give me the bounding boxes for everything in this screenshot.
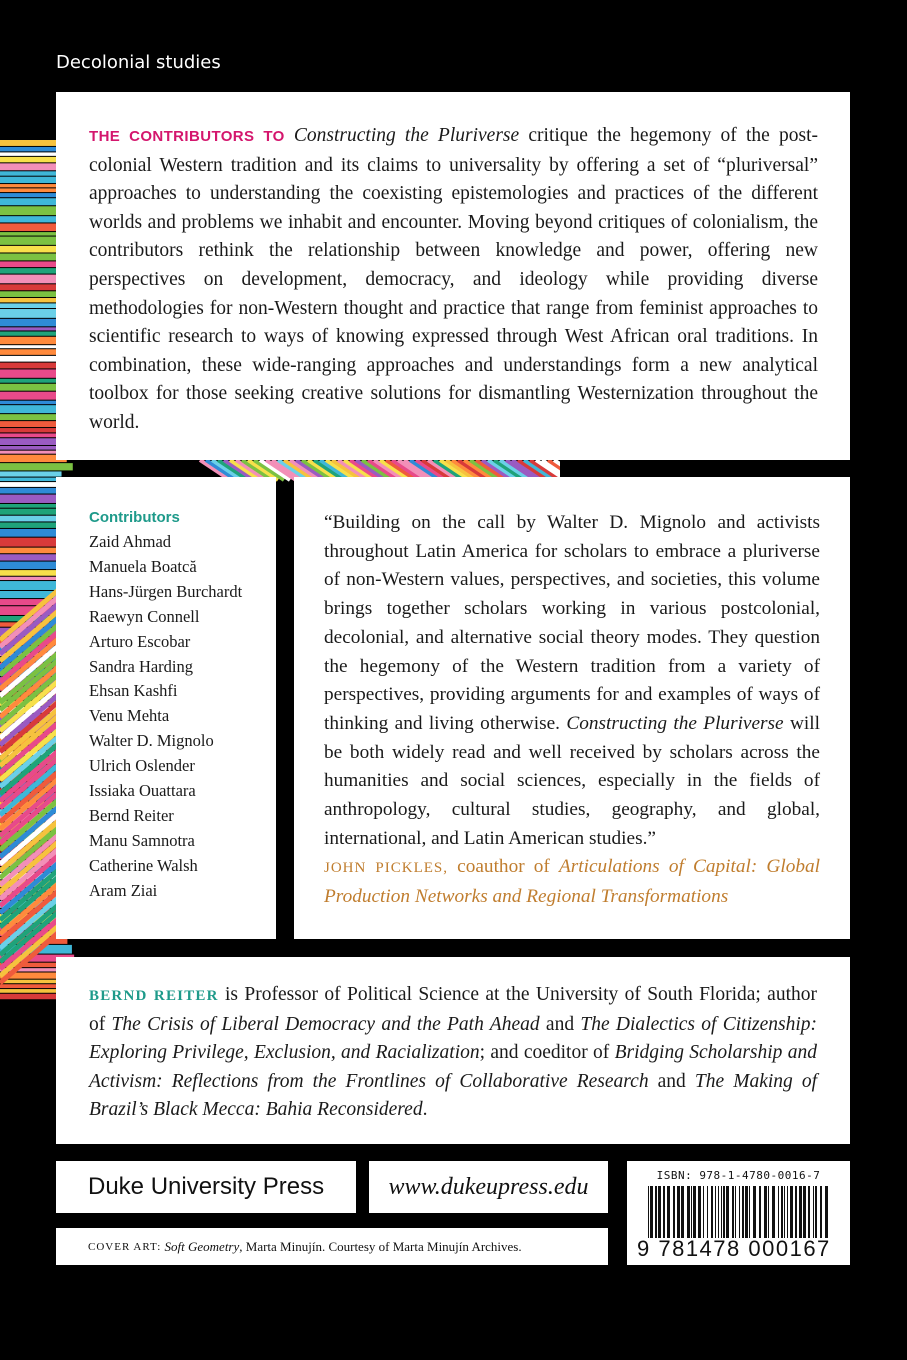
barcode-bar <box>723 1186 725 1238</box>
barcode-bar <box>698 1186 701 1238</box>
endorsement-text-2: will be both widely read and well received by scholars across the humanities and social sciences, especially in the fields of anthropology, cultural studies, geography, and global, international, and Latin American studies.” <box>324 712 820 849</box>
art-stripe <box>0 548 62 554</box>
barcode-bar <box>703 1186 704 1238</box>
publisher-website[interactable]: www.dukeupress.edu <box>369 1161 608 1213</box>
art-stripe <box>0 261 62 267</box>
credit-label: COVER ART: <box>88 1240 162 1253</box>
bio-book-title: The Making of Brazil’s Black Mecca: Bahia Reconsidered <box>89 1070 818 1121</box>
art-stripe <box>0 463 73 470</box>
barcode-bar <box>749 1186 750 1238</box>
barcode-bar <box>745 1186 748 1238</box>
bio-book-title: The Dialectics of Citizenship: Exploring Privilege, Exclusion, and Racialization <box>89 1013 817 1064</box>
endorsement-book-title: Constructing the Pluriverse <box>566 712 784 734</box>
art-stripe <box>0 414 61 420</box>
description-panel <box>56 92 850 460</box>
barcode-bar <box>820 1186 822 1238</box>
credit-rest: , Marta Minujín. Courtesy of Marta Minujín Archives. <box>239 1238 522 1254</box>
bio-text: ; and coeditor of <box>479 1042 610 1064</box>
contributor-name: Zaid Ahmad <box>89 532 172 551</box>
barcode-bar <box>803 1186 806 1238</box>
contributor-name: Venu Mehta <box>89 706 170 726</box>
publisher-name: Duke University Press <box>56 1161 356 1213</box>
barcode-bar <box>681 1186 684 1238</box>
endorsement-panel <box>294 477 850 939</box>
barcode-bar <box>787 1186 788 1238</box>
barcode-bar <box>667 1186 670 1238</box>
art-stripe <box>0 392 63 400</box>
credit-work: Soft Geometry <box>164 1238 240 1254</box>
contributor-name: Manu Samnotra <box>89 830 195 850</box>
barcode-bar <box>759 1186 761 1238</box>
cover-art-credit <box>56 1228 608 1265</box>
endorser-role: coauthor of <box>457 856 550 878</box>
barcode-bar <box>663 1186 665 1238</box>
barcode-bar <box>648 1186 649 1238</box>
contributor-name: Issiaka Ouattara <box>89 781 196 801</box>
art-stripe <box>0 478 61 481</box>
contributor-name: Raewyn Connell <box>89 606 200 626</box>
barcode-bar <box>778 1186 779 1238</box>
art-stripe <box>0 253 63 260</box>
author-bio-panel <box>56 957 850 1144</box>
art-stripe <box>0 163 62 170</box>
contributor-name: Bernd Reiter <box>89 805 174 825</box>
contributors-panel <box>56 477 276 939</box>
art-stripe <box>0 401 60 404</box>
barcode-bar <box>673 1186 675 1238</box>
endorsement-text: “Building on the call by Walter D. Mignolo and activists throughout Latin America for scholars to embrace a pluriverse of non-Western values, perspectives, and societies, this volume brings together scholars working in various postcolonial, decolonial, and alternative social theory modes. They question the hegemony of the Western tradition from a variety of perspectives, providing arguments for and examples of ways of thinking and living otherwise. <box>324 512 820 734</box>
bio-text: and <box>657 1070 686 1092</box>
barcode-bar <box>726 1186 729 1238</box>
contributor-name: Hans-Jürgen Burchardt <box>89 581 243 601</box>
barcode-bar <box>795 1186 797 1238</box>
barcode-bar <box>742 1186 744 1238</box>
category-label: Decolonial studies <box>56 52 221 73</box>
contributor-name: Ulrich Oslender <box>89 756 195 776</box>
contributor-name: Manuela Boatcă <box>89 556 197 576</box>
barcode-bars <box>644 1186 834 1238</box>
art-stripe <box>0 984 63 988</box>
barcode-bar <box>799 1186 802 1238</box>
barcode-bar <box>693 1186 696 1238</box>
bio-book-title: Bridging Scholarship and Activism: Reflections from the Frontlines of Collaborative Research <box>89 1042 817 1092</box>
contributors-title: Contributors <box>89 509 180 526</box>
endorser-work: Articulations of Capital: Global Production Networks and Regional Transformations <box>324 856 820 908</box>
barcode-bar <box>813 1186 814 1238</box>
art-stripe <box>0 471 62 476</box>
barcode-bar <box>815 1186 817 1238</box>
barcode-bar <box>721 1186 722 1238</box>
book-title: Constructing the Pluriverse <box>293 125 520 146</box>
barcode-bar <box>739 1186 740 1238</box>
barcode-bar <box>732 1186 734 1238</box>
bio-text: and <box>545 1013 575 1035</box>
contributor-name: Sandra Harding <box>89 656 194 676</box>
bio-book-title: The Crisis of Liberal Democracy and the Path Ahead <box>111 1013 540 1035</box>
contributor-name: Arturo Escobar <box>89 631 191 651</box>
art-stripe <box>0 433 63 437</box>
barcode-bar <box>784 1186 785 1238</box>
barcode-bar <box>781 1186 783 1238</box>
barcode-bar <box>764 1186 767 1238</box>
barcode-bar <box>768 1186 769 1238</box>
barcode-bar <box>715 1186 716 1238</box>
barcode-bar <box>650 1186 653 1238</box>
barcode-bar <box>808 1186 810 1238</box>
author-name: BERND REITER <box>89 988 219 1004</box>
barcode-bar <box>655 1186 657 1238</box>
barcode-bar <box>677 1186 680 1238</box>
barcode-bar <box>691 1186 692 1238</box>
art-stripe <box>0 349 62 355</box>
barcode-bar <box>687 1186 690 1238</box>
contributor-name: Catherine Walsh <box>89 855 198 875</box>
barcode-bar <box>707 1186 708 1238</box>
barcode-bar <box>772 1186 775 1238</box>
contributor-name: Walter D. Mignolo <box>89 731 214 751</box>
bio-text: is Professor of Political Science at the University of South Florida; author of <box>89 984 817 1035</box>
bio-text: . <box>422 1099 428 1121</box>
barcode-bar <box>735 1186 736 1238</box>
barcode-bar <box>711 1186 713 1238</box>
art-stripe <box>0 482 61 487</box>
art-stripe <box>0 363 63 369</box>
isbn-barcode <box>627 1161 850 1265</box>
endorser-name: JOHN PICKLES, <box>324 860 449 877</box>
art-stripe <box>0 438 62 445</box>
barcode-bar <box>718 1186 719 1238</box>
barcode-bar <box>753 1186 756 1238</box>
barcode-bar <box>825 1186 828 1238</box>
description-text: critique the hegemony of the post-colonial Western tradition and its claims to universality by offering a set of “pluriversal” approaches to understanding the coexisting epistemologies and practices of the different worlds and problems we inhabit and encounter. Moving beyond critiques of colonialism, the contributors rethink the relationship between knowledge and power, offering new perspectives on development, democracy, and ideology while providing diverse methodologies for non-Western thought and practice that range from feminist approaches to scientific research to ways of knowing expressed through West African oral traditions. In combination, these wide-ranging approaches and understandings form a new analytical toolbox for those seeking creative solutions for dismantling Westernization throughout the world. <box>89 125 819 433</box>
barcode-digits: 9 781478 000167 <box>637 1236 831 1261</box>
isbn-label: ISBN: 978-1-4780-0016-7 <box>656 1169 821 1182</box>
description-lead: THE CONTRIBUTORS TO <box>89 128 285 145</box>
barcode-bar <box>790 1186 793 1238</box>
contributor-name: Ehsan Kashfi <box>89 681 178 701</box>
barcode-bar <box>658 1186 661 1238</box>
art-stripe <box>0 421 61 427</box>
contributor-name: Aram Ziai <box>89 880 158 900</box>
